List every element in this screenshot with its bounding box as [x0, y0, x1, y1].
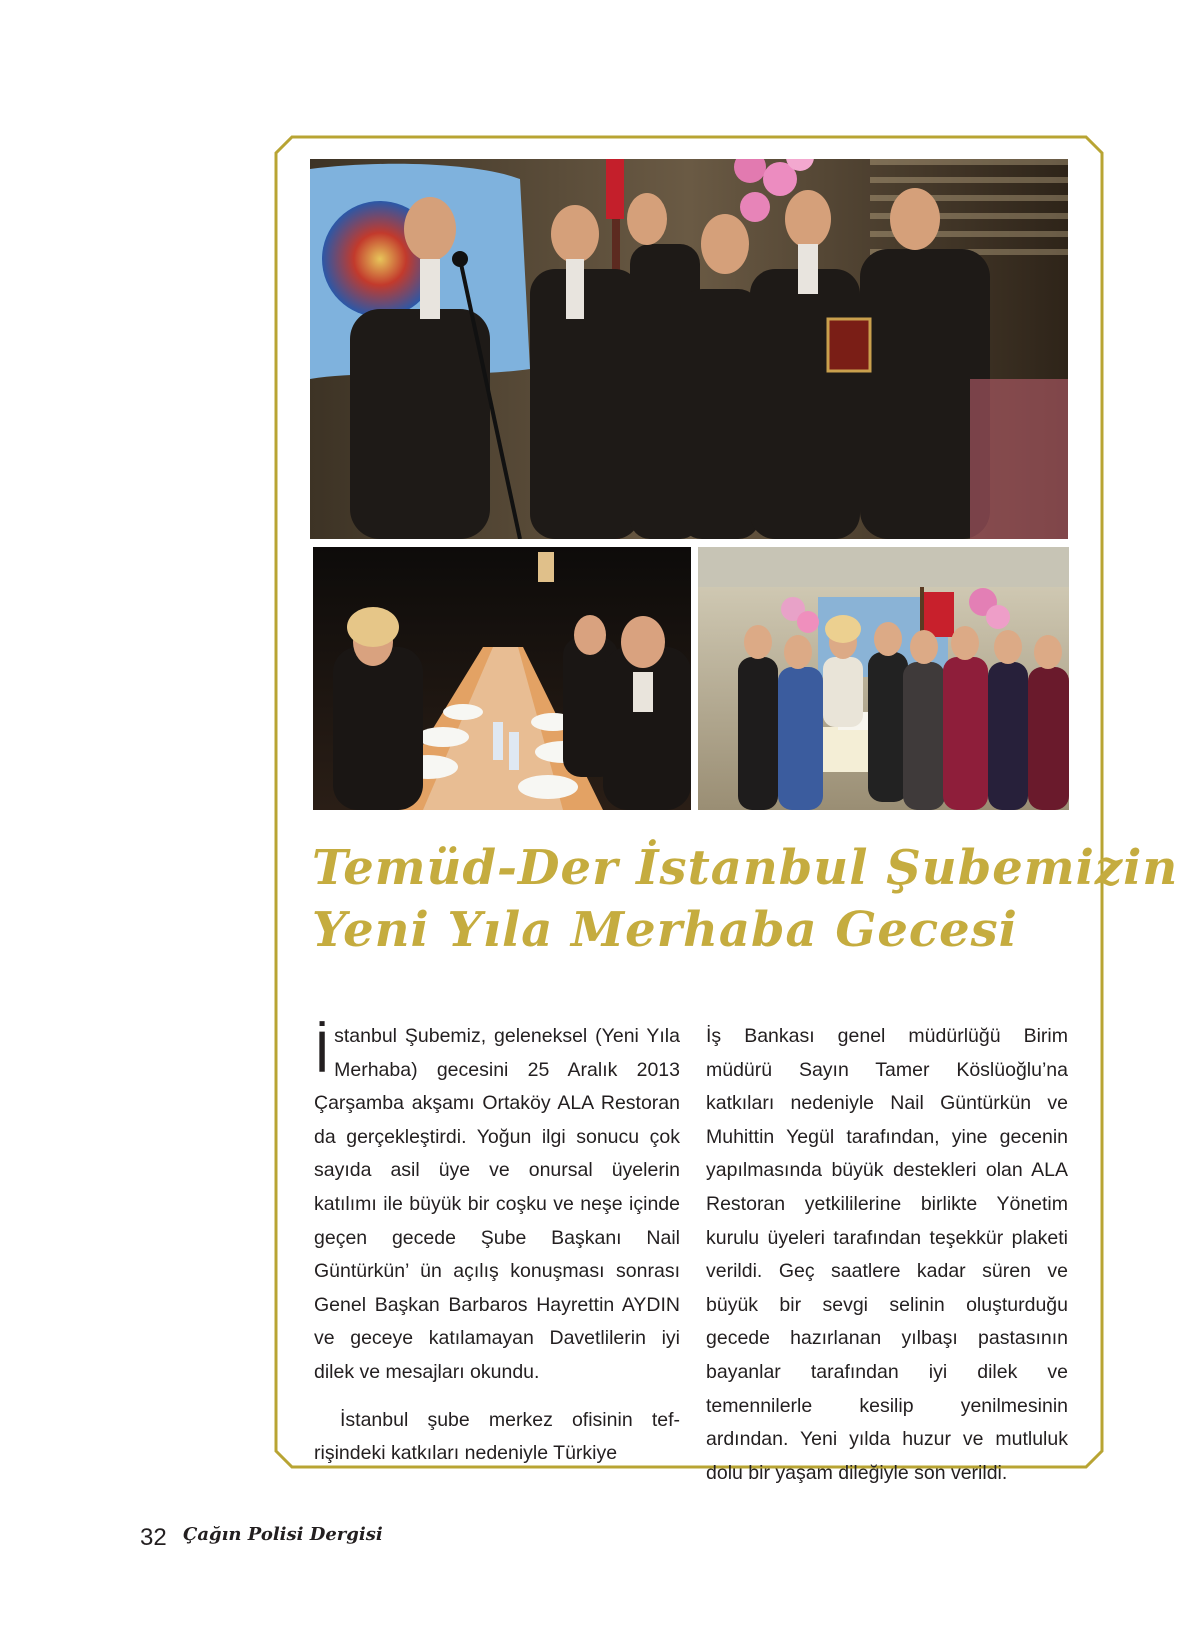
article-column-left: [314, 1020, 680, 1471]
drop-cap: İ: [314, 1020, 331, 1085]
article-title-line-2: Yeni Yıla Merhaba Gecesi: [312, 902, 1018, 958]
paragraph-text: stanbul Şubemiz, geleneksel (Yeni Yıla Merhaba) gecesini 25 Aralık 2013 Çarşamba akşamı Ortaköy ALA Restoran da gerçekleştirdi. Yoğun ilgi sonucu çok sayıda asil üye ve onursal üyelerin katılımı ile büyük bir coşku ve neşe içinde geçen gecede Şube Başkanı Nail Güntürkün’ ün açılış konuşması sonrası Genel Başkan Barbaros Hayrettin AYDIN ve geceye katılamayan Davetlilerin iyi dilek ve mesajları okundu.: [314, 1025, 680, 1383]
paragraph: İstanbul şube merkez ofisinin tefrişindeki katkıları nedeniyle Türkiye: [314, 1408, 680, 1465]
paragraph: İş Bankası genel müdürlüğü Birim müdürü Sayın Tamer Köslüoğlu’na katkıları nedeniyle Nail Güntürkün ve Muhittin Yegül tarafından, yine gecenin yapılmasında büyük destekleri olan ALA Restoran yetkililerine birlikte Yönetim kurulu üyeleri tarafından teşekkür plaketi verildi. Geç saatlere kadar süren ve büyük bir sevgi selinin oluşturduğu gecede hazırlanan yılbaşı pastasının bayanlar tarafından iyi dilek ve temennilerle kesilip yenilmesinin ardından. Yeni yılda huzur ve mutluluk dolu bir yaşam dileğiyle son verildi.: [706, 1025, 1068, 1484]
article-column-right: [706, 1020, 1068, 1490]
paragraph: [314, 1020, 680, 1390]
magazine-name: Çağın Polisi Dergisi: [183, 1524, 383, 1545]
cake-cutting-photo: [698, 547, 1069, 810]
dinner-table-photo: [313, 547, 691, 810]
award-ceremony-photo: [310, 159, 1068, 539]
page-number: 32: [140, 1524, 167, 1551]
article-title-line-1: Temüd-Der İstanbul Şubemizin: [312, 840, 1179, 896]
